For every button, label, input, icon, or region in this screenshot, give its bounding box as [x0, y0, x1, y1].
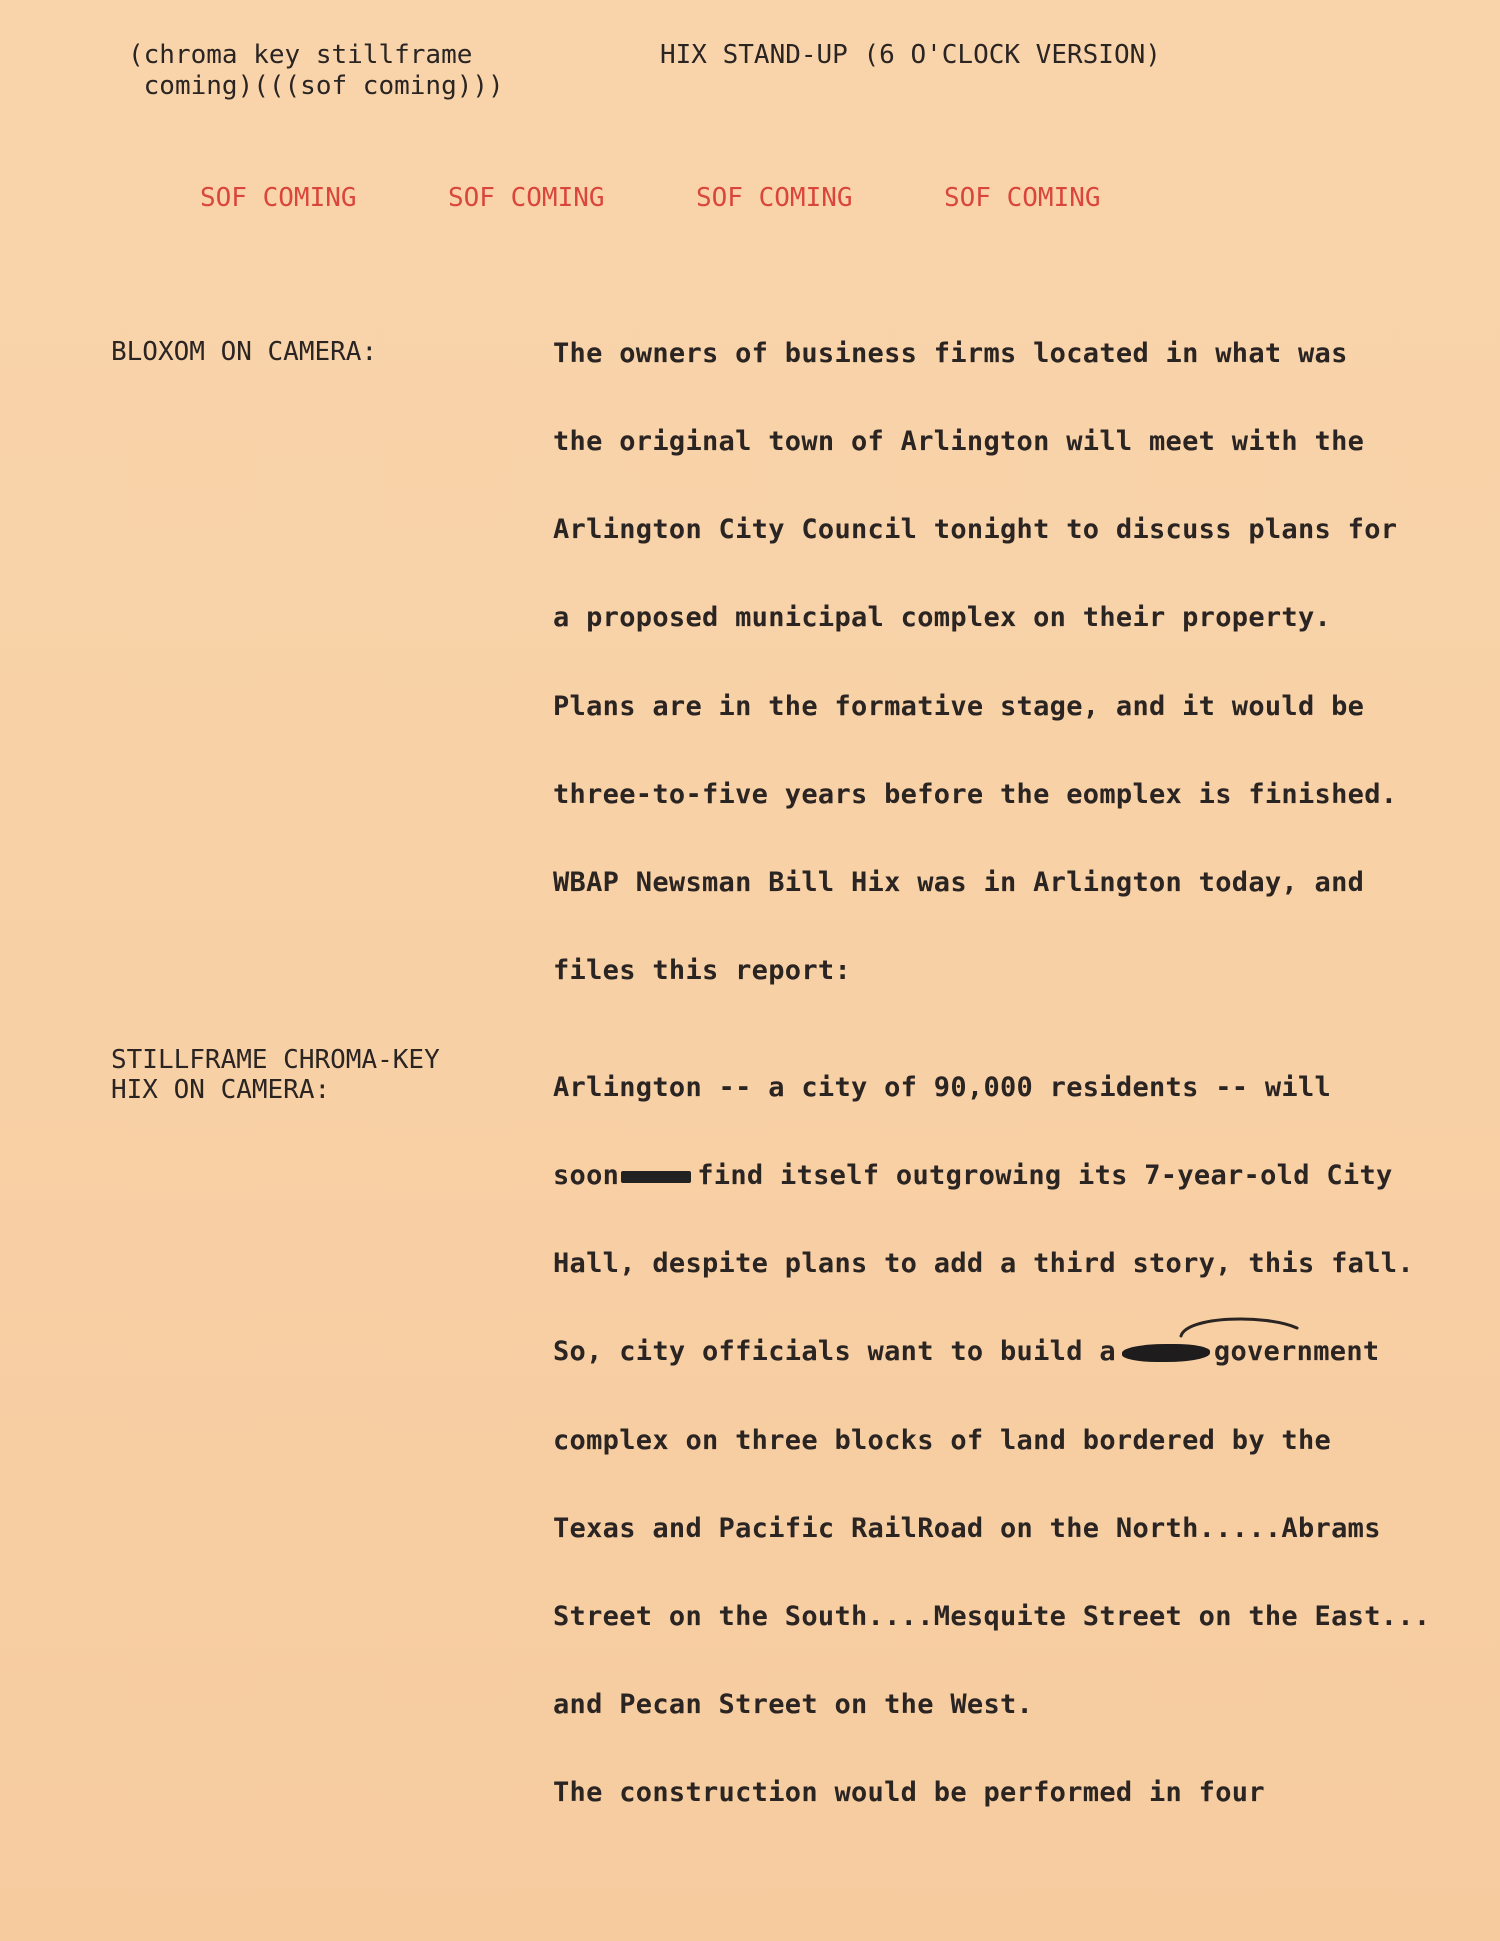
typed-over-strikeout [621, 1171, 691, 1183]
script-fragment: government [1213, 1336, 1380, 1367]
script-line: Arlington City Council tonight to discuss plans for [553, 514, 1398, 545]
script-line: files this report: [553, 955, 851, 986]
cue-stillframe-line-1: STILLFRAME CHROMA-KEY [111, 1045, 440, 1075]
script-line: Street on the South....Mesquite Street on the East... [553, 1601, 1431, 1632]
script-word: soon [553, 1160, 620, 1191]
cue-bloxom: BLOXOM ON CAMERA: [111, 337, 378, 367]
slug-left-line-2: coming)(((sof coming))) [128, 71, 504, 101]
script-line: and Pecan Street on the West. [553, 1689, 1034, 1720]
script-line [553, 1336, 1379, 1367]
script-line: Arlington -- a city of 90,000 residents -- will [553, 1072, 1332, 1103]
script-line: The construction would be performed in four [553, 1777, 1265, 1808]
slug-left-line-1: (chroma key stillframe [128, 40, 473, 70]
script-fragment: find itself outgrowing its 7-year-old City [697, 1160, 1393, 1191]
faint-top-mark [160, 0, 520, 10]
slug-left [128, 40, 504, 102]
story-slug: HIX STAND-UP (6 O'CLOCK VERSION) [660, 40, 1161, 70]
script-line: three-to-five years before the eomplex is finished. [553, 779, 1398, 810]
sof-marker: SOF COMING [696, 183, 853, 213]
script-line: WBAP Newsman Bill Hix was in Arlington today, and [553, 867, 1365, 898]
cue-stillframe [111, 1045, 440, 1105]
script-line: The owners of business firms located in what was [553, 338, 1348, 369]
script-line: Texas and Pacific RailRoad on the North.....Abrams [553, 1513, 1381, 1544]
script-line: Plans are in the formative stage, and it would be [553, 691, 1365, 722]
ink-blot-redaction [1122, 1344, 1210, 1362]
script-line: Hall, despite plans to add a third story, this fall. [553, 1248, 1414, 1279]
script-line: complex on three blocks of land bordered by the [553, 1425, 1332, 1456]
script-line: a proposed municipal complex on their property. [553, 602, 1332, 633]
sof-marker: SOF COMING [944, 183, 1101, 213]
script-line [553, 1160, 1393, 1191]
sof-marker: SOF COMING [200, 183, 357, 213]
cue-stillframe-line-2: HIX ON CAMERA: [111, 1075, 331, 1105]
sof-markers [0, 183, 1500, 219]
script-fragment: So, city officials want to build a [553, 1336, 1116, 1367]
sof-marker: SOF COMING [448, 183, 605, 213]
script-line: the original town of Arlington will meet with the [553, 426, 1365, 457]
